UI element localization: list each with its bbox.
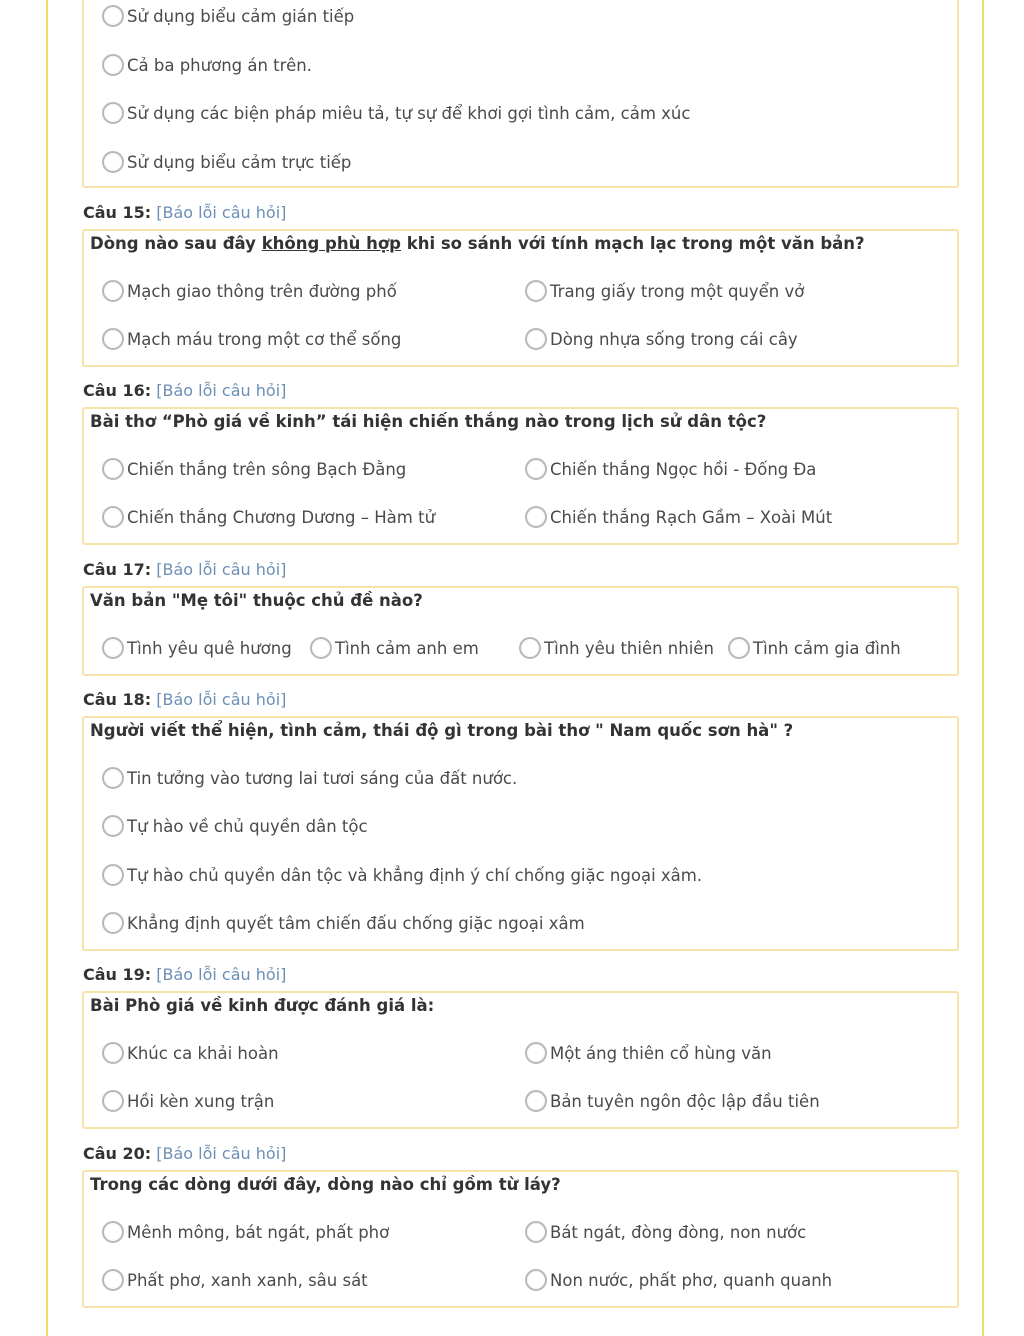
radio-button[interactable] [525, 328, 547, 350]
q17-option-4[interactable] [728, 633, 901, 663]
option-label: Chiến thắng trên sông Bạch Đằng [127, 459, 407, 479]
option-label: Mênh mông, bát ngát, phất phơ [127, 1222, 390, 1242]
q17-option-1[interactable] [102, 633, 292, 663]
option-label: Tự hào về chủ quyền dân tộc [127, 816, 368, 836]
radio-button[interactable] [102, 458, 124, 480]
q14-option-2[interactable] [102, 50, 312, 80]
q18-option-3[interactable] [102, 860, 702, 890]
question-number: Câu 16: [83, 381, 152, 400]
radio-button[interactable] [102, 328, 124, 350]
q20-option-1[interactable] [102, 1217, 389, 1247]
option-label: Tình cảm gia đình [753, 638, 901, 658]
option-label: Mạch giao thông trên đường phố [127, 281, 397, 301]
q16-option-3[interactable] [102, 502, 435, 532]
radio-button[interactable] [102, 1090, 124, 1112]
radio-button[interactable] [102, 54, 124, 76]
question-18-box [82, 716, 959, 951]
radio-button[interactable] [525, 1042, 547, 1064]
question-19-text: Bài Phò giá về kinh được đánh giá là: [90, 996, 435, 1015]
q15-option-1[interactable] [102, 276, 397, 306]
option-label: Sử dụng biểu cảm trực tiếp [127, 152, 352, 172]
q15-option-4[interactable] [525, 324, 798, 354]
question-20-header [83, 1144, 286, 1164]
option-label: Chiến thắng Chương Dương – Hàm tử [127, 507, 436, 527]
report-error-link[interactable]: [Báo lỗi câu hỏi] [156, 1144, 287, 1163]
report-error-link[interactable]: [Báo lỗi câu hỏi] [156, 690, 287, 709]
question-16-header [83, 381, 286, 401]
radio-button[interactable] [525, 280, 547, 302]
question-number: Câu 18: [83, 690, 152, 709]
question-18-text: Người viết thể hiện, tình cảm, thái độ gì trong bài thơ " Nam quốc sơn hà" ? [90, 721, 794, 740]
option-label: Cả ba phương án trên. [127, 55, 312, 75]
option-label: Sử dụng biểu cảm gián tiếp [127, 6, 355, 26]
option-label: Bát ngát, đòng đòng, non nước [550, 1222, 807, 1242]
q14-option-1[interactable] [102, 1, 354, 31]
radio-button[interactable] [525, 1090, 547, 1112]
question-16-text: Bài thơ “Phò giá về kinh” tái hiện chiến thắng nào trong lịch sử dân tộc? [90, 412, 767, 431]
question-15-header [83, 203, 286, 223]
q15-option-3[interactable] [102, 324, 401, 354]
q14-option-3[interactable] [102, 98, 690, 128]
q19-option-3[interactable] [102, 1086, 274, 1116]
q19-option-1[interactable] [102, 1038, 279, 1068]
question-20-text: Trong các dòng dưới đây, dòng nào chỉ gồm từ láy? [90, 1175, 561, 1194]
option-label: Dòng nhựa sống trong cái cây [550, 329, 798, 349]
q20-option-3[interactable] [102, 1265, 368, 1295]
q14-option-4[interactable] [102, 147, 351, 177]
radio-button[interactable] [102, 280, 124, 302]
radio-button[interactable] [728, 637, 750, 659]
report-error-link[interactable]: [Báo lỗi câu hỏi] [156, 560, 287, 579]
option-label: Phất phơ, xanh xanh, sâu sát [127, 1270, 368, 1290]
option-label: Bản tuyên ngôn độc lập đầu tiên [550, 1091, 820, 1111]
option-label: Khẳng định quyết tâm chiến đấu chống giặc ngoại xâm [127, 913, 585, 933]
q19-option-2[interactable] [525, 1038, 772, 1068]
option-label: Trang giấy trong một quyển vở [550, 281, 805, 301]
radio-button[interactable] [102, 767, 124, 789]
option-label: Một áng thiên cổ hùng văn [550, 1043, 772, 1063]
question-14-box [82, 0, 959, 188]
q17-option-3[interactable] [519, 633, 714, 663]
radio-button[interactable] [102, 912, 124, 934]
option-label: Hồi kèn xung trận [127, 1091, 275, 1111]
radio-button[interactable] [102, 637, 124, 659]
option-label: Non nước, phất phơ, quanh quanh [550, 1270, 833, 1290]
q16-option-1[interactable] [102, 454, 406, 484]
question-19-header [83, 965, 286, 985]
option-label: Tình cảm anh em [335, 638, 479, 658]
q17-option-2[interactable] [310, 633, 479, 663]
radio-button[interactable] [102, 1042, 124, 1064]
q18-option-2[interactable] [102, 811, 368, 841]
question-16-box [82, 407, 959, 545]
radio-button[interactable] [102, 151, 124, 173]
radio-button[interactable] [525, 506, 547, 528]
option-label: Chiến thắng Rạch Gầm – Xoài Mút [550, 507, 833, 527]
question-17-box [82, 586, 959, 676]
option-label: Mạch máu trong một cơ thể sống [127, 329, 402, 349]
question-15-text: Dòng nào sau đây không phù hợp khi so sánh với tính mạch lạc trong một văn bản? [90, 234, 865, 253]
question-17-header [83, 560, 286, 580]
option-label: Sử dụng các biện pháp miêu tả, tự sự để khơi gợi tình cảm, cảm xúc [127, 103, 691, 123]
option-label: Tình yêu quê hương [127, 638, 292, 658]
option-label: Chiến thắng Ngọc hồi - Đống Đa [550, 459, 817, 479]
radio-button[interactable] [525, 1221, 547, 1243]
q18-option-4[interactable] [102, 908, 585, 938]
question-number: Câu 20: [83, 1144, 152, 1163]
option-label: Tin tưởng vào tương lai tươi sáng của đất nước. [127, 768, 518, 788]
radio-button[interactable] [102, 815, 124, 837]
radio-button[interactable] [102, 102, 124, 124]
radio-button[interactable] [102, 864, 124, 886]
question-19-box [82, 991, 959, 1129]
q18-option-1[interactable] [102, 763, 517, 793]
radio-button[interactable] [102, 5, 124, 27]
question-15-box [82, 229, 959, 367]
q16-option-4[interactable] [525, 502, 832, 532]
option-label: Khúc ca khải hoàn [127, 1043, 279, 1063]
question-number: Câu 17: [83, 560, 152, 579]
radio-button[interactable] [525, 1269, 547, 1291]
q15-option-2[interactable] [525, 276, 804, 306]
radio-button[interactable] [519, 637, 541, 659]
question-18-header [83, 690, 286, 710]
radio-button[interactable] [310, 637, 332, 659]
question-number: Câu 15: [83, 203, 152, 222]
radio-button[interactable] [525, 458, 547, 480]
q20-option-4[interactable] [525, 1265, 832, 1295]
option-label: Tình yêu thiên nhiên [544, 638, 714, 658]
radio-button[interactable] [102, 1221, 124, 1243]
report-error-link[interactable]: [Báo lỗi câu hỏi] [156, 381, 287, 400]
radio-button[interactable] [102, 1269, 124, 1291]
report-error-link[interactable]: [Báo lỗi câu hỏi] [156, 965, 287, 984]
question-17-text: Văn bản "Mẹ tôi" thuộc chủ đề nào? [90, 591, 423, 610]
q19-option-4[interactable] [525, 1086, 820, 1116]
question-number: Câu 19: [83, 965, 152, 984]
question-20-box [82, 1170, 959, 1308]
option-label: Tự hào chủ quyền dân tộc và khẳng định ý chí chống giặc ngoại xâm. [127, 865, 703, 885]
radio-button[interactable] [102, 506, 124, 528]
q20-option-2[interactable] [525, 1217, 806, 1247]
report-error-link[interactable]: [Báo lỗi câu hỏi] [156, 203, 287, 222]
q16-option-2[interactable] [525, 454, 816, 484]
